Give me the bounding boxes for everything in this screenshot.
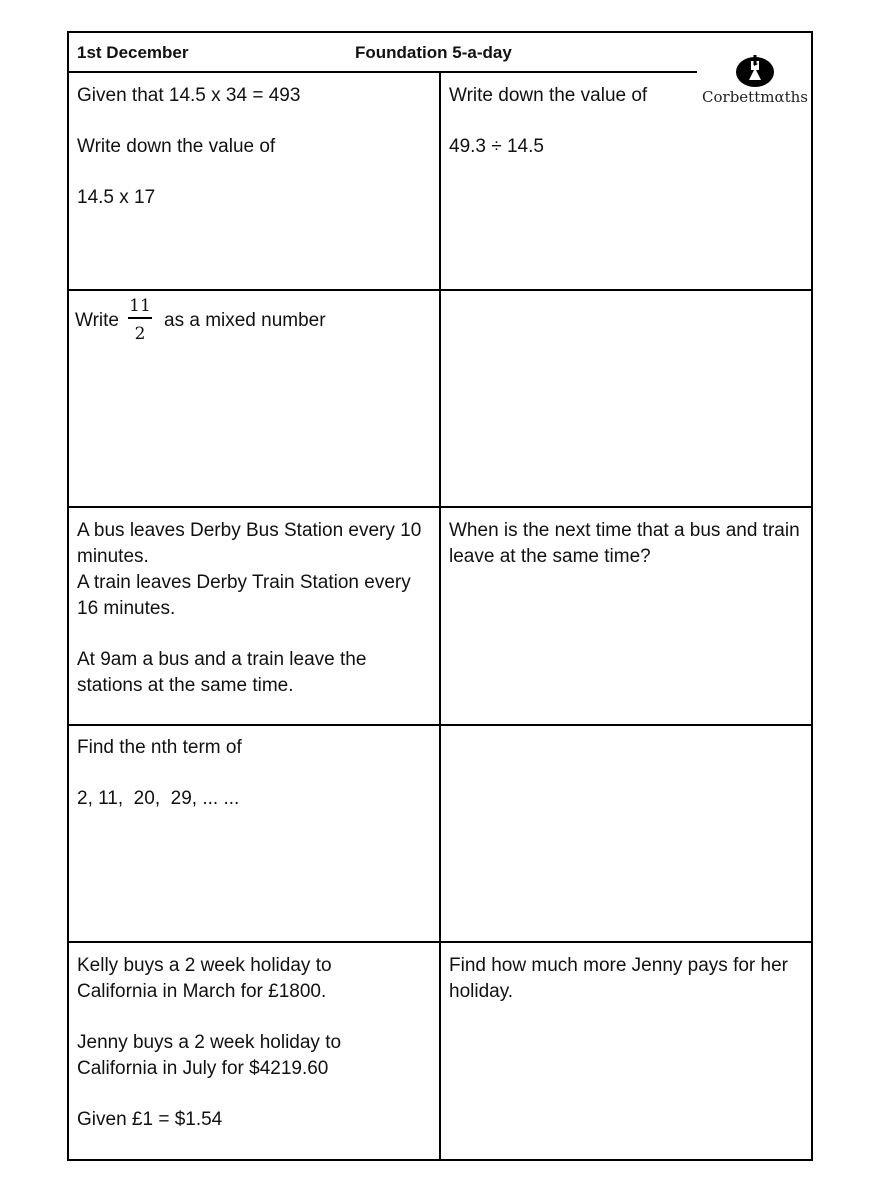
- question-5-right: [449, 953, 799, 1005]
- logo-text: Corbettmαths: [702, 88, 808, 106]
- question-1-instruction: Write down the value of: [77, 136, 276, 157]
- question-3-question: When is the next time that a bus and train leave at the same time?: [449, 520, 800, 567]
- question-1-right: [449, 83, 689, 160]
- question-5-kelly: Kelly buys a 2 week holiday to California in March for £1800.: [77, 955, 332, 1002]
- question-1-left: [77, 83, 427, 211]
- question-1b-expression: 49.3 ÷ 14.5: [449, 136, 544, 157]
- question-5-question: Find how much more Jenny pays for her holiday.: [449, 955, 788, 1002]
- question-4-instruction: Find the nth term of: [77, 737, 242, 758]
- corbettmaths-logo: [699, 51, 811, 111]
- fraction-denominator: 2: [134, 324, 146, 344]
- question-4: [77, 735, 427, 812]
- question-5-jenny: Jenny buys a 2 week holiday to California in July for $4219.60: [77, 1032, 342, 1079]
- frame-left-border: [67, 31, 69, 1161]
- row-divider-1: [67, 289, 813, 291]
- worksheet-date: 1st December: [77, 43, 189, 62]
- worksheet: [67, 31, 813, 1159]
- question-2-prefix: Write: [75, 310, 119, 331]
- frame-top-border: [67, 31, 813, 33]
- question-1-expression: 14.5 x 17: [77, 187, 156, 208]
- row-divider-3: [67, 724, 813, 726]
- question-3-right: [449, 518, 804, 570]
- question-1-given: Given that 14.5 x 34 = 493: [77, 85, 301, 106]
- corbettmaths-logo-icon: [735, 53, 775, 87]
- row-divider-4: [67, 941, 813, 943]
- column-divider: [439, 71, 441, 1161]
- question-2-suffix: as a mixed number: [164, 310, 326, 331]
- question-3-bus: A bus leaves Derby Bus Station every 10 minutes.: [77, 520, 422, 567]
- question-1b-instruction: Write down the value of: [449, 85, 648, 106]
- question-5-rate: Given £1 = $1.54: [77, 1109, 223, 1130]
- worksheet-title: Foundation 5-a-day: [355, 43, 512, 62]
- header-divider: [67, 71, 697, 73]
- question-5-left: [77, 953, 377, 1133]
- fraction-numerator: 11: [129, 296, 151, 316]
- frame-right-border: [811, 31, 813, 1161]
- question-3-left: [77, 518, 427, 699]
- question-4-sequence: 2, 11, 20, 29, ... ...: [77, 788, 240, 809]
- question-3-start: At 9am a bus and a train leave the stations at the same time.: [77, 649, 367, 696]
- fraction-bar: [128, 317, 152, 319]
- question-2: [75, 296, 435, 378]
- row-divider-2: [67, 506, 813, 508]
- question-3-train: A train leaves Derby Train Station every 16 minutes.: [77, 572, 411, 619]
